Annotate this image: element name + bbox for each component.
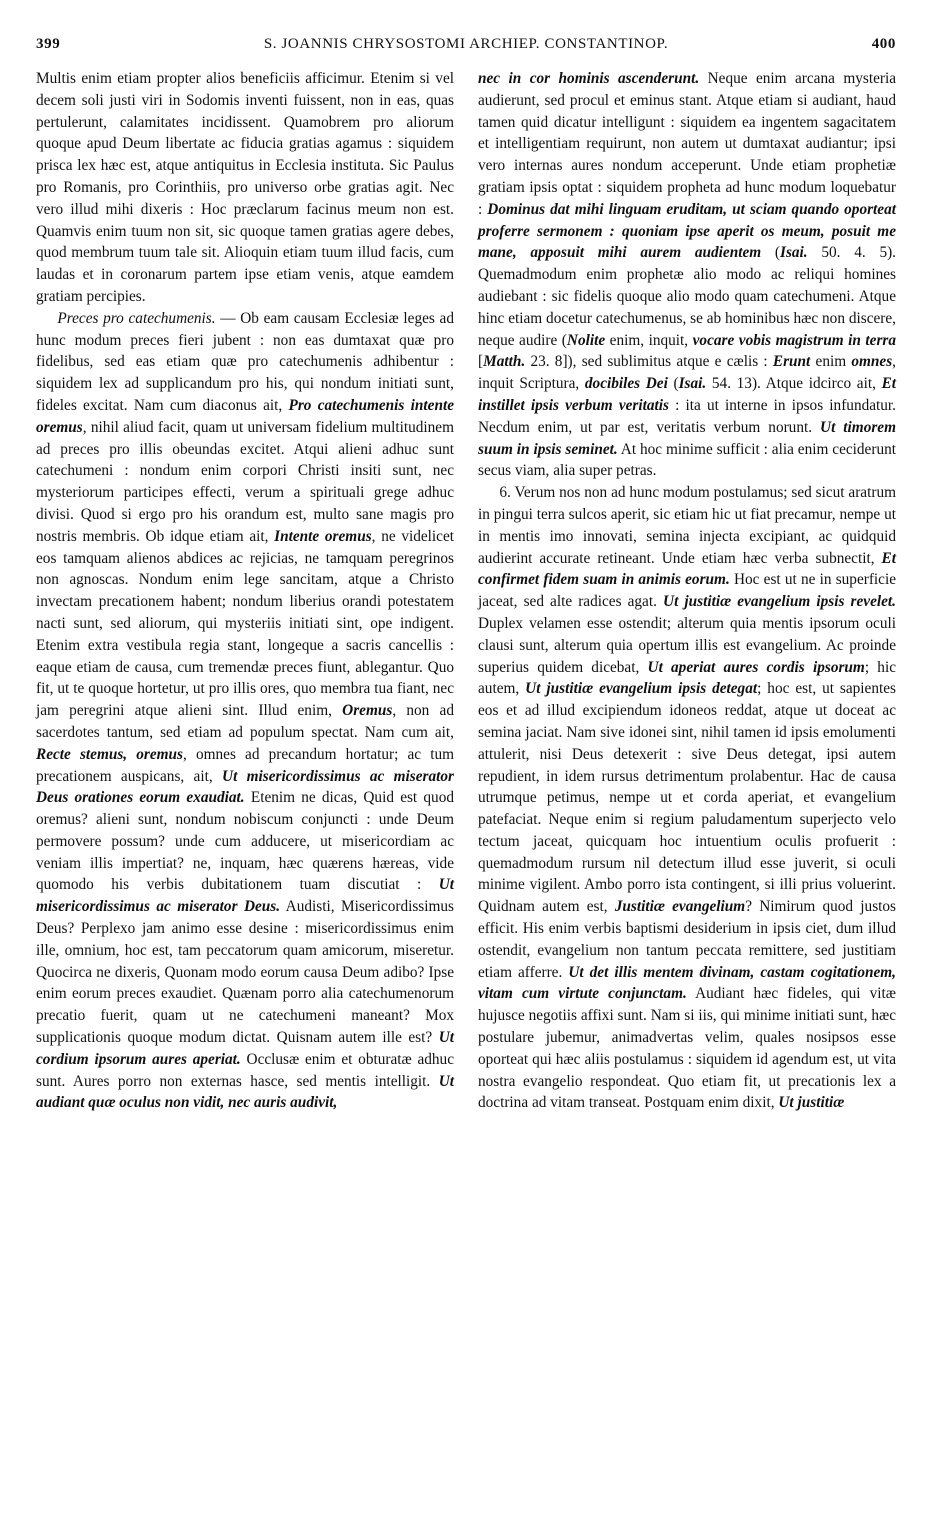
running-title: S. JOANNIS CHRYSOSTOMI ARCHIEP. CONSTANTINOP.: [263, 36, 669, 52]
text-run: (: [761, 244, 780, 262]
text-run: ; hic autem,: [478, 658, 896, 698]
quotation: Ut justitiæ evangelium ipsis revelet.: [663, 593, 896, 611]
text-run: enim, inquit,: [605, 331, 693, 349]
text-run: , omnes ad precandum hortatur; ac tum precationem auspicans, ait,: [36, 745, 454, 785]
text-run: (: [667, 375, 679, 393]
quotation: nec in cor hominis ascenderunt.: [478, 70, 700, 87]
quotation: Oremus: [342, 702, 393, 720]
text-run: Multis enim etiam propter alios beneficiis afficimur. Etenim si vel decem soli justi viri in Sodomis inventi fuissent, non in eas, quas pertulerunt, calamitates incidissent. Quamobrem pro aliorum quoque apud Deum libertate ac fiducia gratias agamus : siquidem prisca lex hæc est, atque antiquitus in Ecclesia instituta. Sic Paulus pro Romanis, pro Corinthiis, pro universo orbe gratias agit. Nec vero illud mihi dixeris : Hoc præclarum facinus meum non est. Quamvis enim tuum non sit, sic quoque tamen gratias agere debes, quod membrum tuum tale sit. Alioquin etiam tuum illud facis, cum laudas et in coronarum partem ipse etiam venis, atque eamdem gratiam percipies.: [36, 70, 454, 305]
text-run: Duplex velamen esse ostendit; alterum quia mentis ipsorum oculi clausi sunt, alterum quia opertum illis est evangelium. Ac proinde superius quidem dicebat,: [478, 614, 896, 676]
quotation: Ut misericordissimus ac miserator Deus.: [36, 876, 454, 916]
text-run: Audiant hæc fideles, qui vitæ hujusce negotiis affixi sunt. Nam si iis, qui minime initiati sunt, hæc postulare jubemur, animadvertas velim, quales nosipsos esse oporteat qui hæc aliis postulamus : siquidem id agendum est, ut vita nostra evangelio respondeat. Quo etiam fit, ut precationis lex a doctrina ad vitam transeat. Postquam enim dixit,: [478, 985, 896, 1112]
quotation: docibiles Dei: [584, 375, 668, 393]
quotation: vocare vobis magistrum in terra: [692, 331, 896, 349]
text-run: Audisti, Misericordissimus Deus? Perplexo jam animo esse desine : misericordissimus enim ille, omnium, hoc est, tam peccatorum quam amicorum, miseretur. Quocirca ne dixeris, Quonam modo eorum causa Deum adibo? Ipse enim eorum preces exaudiet. Quænam porro alia catechumenorum precatio fuerit, quam ut ne catechumeni maneant? Mox supplicationis quoque modum dictat. Quisnam autem ille est?: [36, 898, 454, 1047]
section-heading: Preces pro catechumenis.: [57, 309, 216, 327]
text-run: ; hoc est, ut sapientes eos et ad illud excipiendum idoneos reddat, atque ut doceat ac semina jaciat. Nam sive idonei sint, nihil tamen id ipsis emolumenti attulerit, nisi Deus detexerit : sive Deus detegat, ipsi autem repudient, in idem rursus detrimentum prolabentur. Hac de causa utrumque petimus, nempe ut et corda aperiat, et evangelium patefaciat. Neque enim si regium paludamentum superjecto velo tectum jaceat, quicquam hoc intuentium oculis profuerit : quemadmodum rursum nil detectum illud esse juverit, si oculi minime vigilent. Ambo porro ista contingent, si illi prius voluerint. Quidnam autem est,: [478, 680, 896, 916]
text-run: , ne videlicet eos tamquam alienos abdices ac rejicias, ne tamquam peregrinos non agnoscas. Nondum enim lege sancitam, atque a Christo invectam precationem habent; nondum liberius orandi potestatem nacti sunt, sed aliorum, qui mysteriis initiati sint, ope indigent. Etenim extra vestibula regia stant, longeque a sacris cancellis : eaque etiam de causa, cum tremendæ preces fiunt, ablegantur. Quo fit, ut te quoque hortetur, ut pro illis ores, quo membra tua fiant, nec jam peregrini atque alieni sint. Illud enim,: [36, 527, 455, 720]
running-header: [36, 30, 896, 60]
quotation: Ut aperiat aures cordis ipsorum: [647, 658, 865, 676]
citation: Matth.: [483, 353, 526, 371]
left-paragraph-1: [36, 68, 454, 308]
quotation: Et instillet ipsis verbum veritatis: [478, 375, 897, 414]
quotation: Ut misericordissimus ac miserator Deus orationes eorum exaudiat.: [36, 767, 454, 807]
quotation: omnes: [851, 353, 893, 371]
text-run: ? Nimirum quod justos efficit. His enim verbis baptismi desiderium in ipsis ciet, dum illud ostendit, evangelium non tantum peccata remittere, sed justitiam etiam afferre.: [478, 898, 896, 981]
quotation: Intente oremus: [274, 527, 372, 545]
left-column: [36, 68, 454, 1114]
text-run: , non ad sacerdotes tantum, sed etiam ad populum spectat. Nam cum ait,: [36, 702, 454, 741]
quotation: Dominus dat mihi linguam eruditam, ut sciam quando oporteat proferre sermonem : quoniam ipse aperit os meum, posuit me mane, apposuit mihi aurem audientem: [478, 200, 896, 262]
quotation: Ut justitiæ evangelium ipsis detegat: [525, 680, 758, 698]
citation: Isai.: [780, 244, 808, 262]
text-run: , nihil aliud facit, quam ut universam fidelium multitudinem ad preces pro illis obeundas excitet. Atqui alieni adhuc sunt catechumeni : nondum enim corpori Christi insiti sunt, nec mysteriorum participes effecti, verum a spirituali grege adhuc divisi. Quod si ergo pro his orandum est, multo sane magis pro nostris membris. Ob idque etiam ait,: [36, 418, 454, 545]
page-number-right: 400: [871, 36, 896, 52]
quotation: Pro catechumenis intente oremus: [36, 396, 454, 436]
quotation: Nolite: [566, 331, 606, 349]
quotation: Ut justitiæ: [778, 1094, 845, 1112]
quotation: Recte stemus, oremus: [36, 745, 184, 763]
document-page: [36, 30, 896, 1525]
right-paragraph-2: [478, 482, 896, 1114]
quotation: Ut det illis mentem divinam, castam cogitationem, vitam cum virtute conjunctam.: [478, 963, 896, 1003]
quotation: Ut cordium ipsorum aures aperiat.: [36, 1029, 454, 1068]
text-columns: [36, 68, 896, 1114]
text-run: — Ob eam causam Ecclesiæ leges ad hunc modum preces fieri jubent : non eas dumtaxat quæ pro fidelibus, sed eas etiam quæ pro catechumenis adhibentur : siquidem lex ad supplicandum pro his, qui nondum initiati sunt, fideles excitat. Nam cum diaconus ait,: [36, 309, 454, 414]
text-run: Etenim ne dicas, Quid est quod oremus? alieni sunt, nondum nobiscum conjuncti : unde Deum permovere possum? unde cum adducere, ut misericordiam ac veniam illis impertiat? ne, inquam, hæc quærens hæreas, vide quomodo his verbis dubitationem tuam discutiat :: [36, 789, 454, 894]
text-run: [: [478, 353, 484, 371]
text-run: 23. 8]), sed sublimitus atque e cælis :: [525, 353, 773, 371]
text-run: , inquit Scriptura,: [478, 353, 896, 393]
quotation: Justitiæ evangelium: [614, 898, 746, 916]
text-run: : ita ut interne in ipsos infundatur. Necdum enim, ut par est, veritatis verbum norunt.: [478, 396, 896, 436]
text-run: Neque enim arcana mysteria audierunt, sed procul et eminus stant. Atque etiam si audiant, haud tamen quid dicatur intelligunt : siquidem ea ingentem sagacitatem et intelligentiam requirunt, non autem ut dumtaxat audiantur; ipsi vero internas aures nondum acceperunt. Unde etiam prophetiæ gratiam ipsis optat : siquidem propheta ad hunc modum loquebatur :: [478, 70, 896, 218]
text-run: At hoc minime sufficit : alia enim ceciderunt secus viam, alia super petras.: [478, 440, 896, 480]
page-number-left: 399: [36, 36, 61, 52]
left-paragraph-2: [36, 308, 454, 1114]
quotation: Erunt: [772, 353, 811, 371]
text-run: 54. 13). Atque idcirco ait,: [706, 375, 882, 393]
quotation: Ut audiant quæ oculus non vidit, nec auris audivit,: [36, 1072, 454, 1112]
quotation: Et confirmet fidem suam in animis eorum.: [478, 549, 896, 589]
right-column: [478, 68, 896, 1114]
text-run: enim: [810, 353, 852, 371]
text-run: Hoc est ut ne in superficie jaceat, sed alte radices agat.: [478, 571, 896, 611]
right-paragraph-1: [478, 68, 896, 482]
text-run: Occlusæ enim et obturatæ adhuc sunt. Aures porro non externas hasce, sed mentis intelligit.: [36, 1050, 454, 1090]
quotation: Ut timorem suum in ipsis seminet.: [478, 418, 896, 458]
text-run: 50. 4. 5). Quemadmodum enim prophetæ alio modo ac reliqui homines audiebant : sic fidelis quoque alio modo quam catechumeni. Atque hinc etiam docetur catechumenus, se ab hominibus hæc non discere, neque audire (: [478, 244, 897, 349]
text-run: 6. Verum nos non ad hunc modum postulamus; sed sicut aratrum in pingui terra sulcos aperit, sic etiam hic ut fiat precamur, nempe ut in mentis imo innovati, semina injecta excipiant, ac quidquid audierint accurate retineant. Unde etiam hæc verba subnectit,: [478, 484, 896, 567]
citation: Isai.: [678, 375, 707, 393]
